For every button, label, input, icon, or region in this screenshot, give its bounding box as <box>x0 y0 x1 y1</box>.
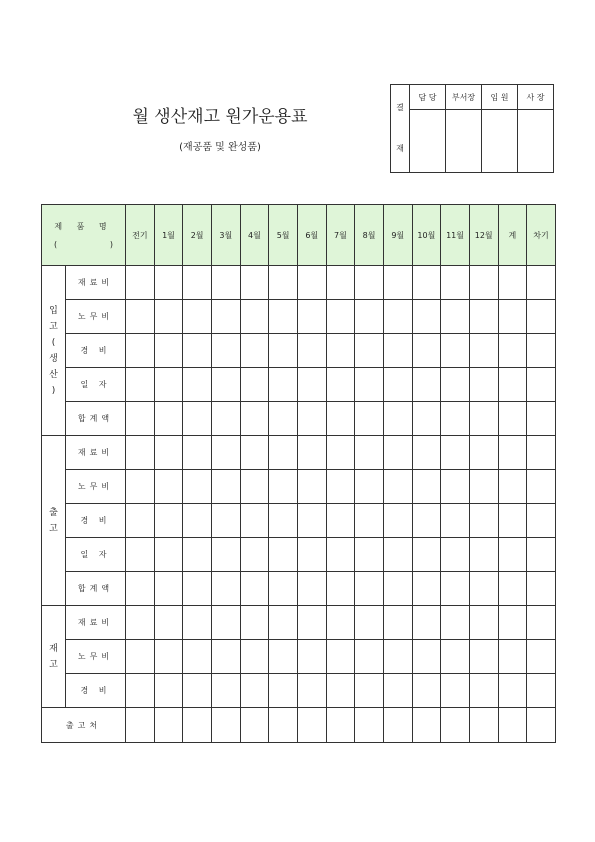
data-cell[interactable] <box>183 538 212 572</box>
data-cell[interactable] <box>383 368 412 402</box>
column-header: 2월 <box>183 205 212 266</box>
data-cell[interactable] <box>527 402 556 436</box>
data-cell[interactable] <box>269 708 298 743</box>
data-cell[interactable] <box>498 572 527 606</box>
data-cell[interactable] <box>355 368 384 402</box>
column-header: 3월 <box>211 205 240 266</box>
column-header: 8월 <box>355 205 384 266</box>
data-cell[interactable] <box>183 606 212 640</box>
data-cell[interactable] <box>383 266 412 300</box>
data-cell[interactable] <box>412 334 441 368</box>
column-header: 11월 <box>441 205 470 266</box>
data-cell[interactable] <box>183 300 212 334</box>
group-label-char: 생 <box>49 353 58 364</box>
data-cell[interactable] <box>412 708 441 743</box>
paren-close: ) <box>109 240 113 249</box>
table-row <box>42 402 556 436</box>
data-cell[interactable] <box>355 266 384 300</box>
table-row <box>42 436 556 470</box>
data-cell[interactable] <box>527 708 556 743</box>
data-cell[interactable] <box>211 368 240 402</box>
data-cell[interactable] <box>469 470 498 504</box>
data-cell[interactable] <box>211 300 240 334</box>
data-cell[interactable] <box>383 300 412 334</box>
data-cell[interactable] <box>183 436 212 470</box>
data-cell[interactable] <box>269 436 298 470</box>
data-cell[interactable] <box>383 402 412 436</box>
table-row <box>42 300 556 334</box>
group-label-char: 고 <box>49 321 58 332</box>
data-cell[interactable] <box>355 334 384 368</box>
data-cell[interactable] <box>154 470 183 504</box>
table-row <box>42 606 556 640</box>
data-cell[interactable] <box>383 708 412 743</box>
data-cell[interactable] <box>412 436 441 470</box>
column-header: 계 <box>498 205 527 266</box>
data-cell[interactable] <box>527 266 556 300</box>
data-cell[interactable] <box>240 266 269 300</box>
data-cell[interactable] <box>183 674 212 708</box>
data-cell[interactable] <box>326 606 355 640</box>
data-cell[interactable] <box>154 606 183 640</box>
data-cell[interactable] <box>498 606 527 640</box>
data-cell[interactable] <box>269 334 298 368</box>
data-cell[interactable] <box>412 504 441 538</box>
data-cell[interactable] <box>527 504 556 538</box>
data-cell[interactable] <box>154 538 183 572</box>
data-cell[interactable] <box>126 640 155 674</box>
data-cell[interactable] <box>297 368 326 402</box>
data-cell[interactable] <box>297 436 326 470</box>
data-cell[interactable] <box>383 606 412 640</box>
data-cell[interactable] <box>441 572 470 606</box>
data-cell[interactable] <box>154 300 183 334</box>
column-header: 12월 <box>469 205 498 266</box>
data-cell[interactable] <box>498 708 527 743</box>
data-cell[interactable] <box>441 674 470 708</box>
data-cell[interactable] <box>269 266 298 300</box>
data-cell[interactable] <box>498 436 527 470</box>
group-label-char: 입 <box>49 305 58 316</box>
group-label-char: ) <box>51 385 56 396</box>
data-cell[interactable] <box>126 266 155 300</box>
data-cell[interactable] <box>441 640 470 674</box>
row-label: 일 자 <box>66 538 126 572</box>
table-row <box>42 470 556 504</box>
data-cell[interactable] <box>297 640 326 674</box>
data-cell[interactable] <box>154 436 183 470</box>
data-cell[interactable] <box>183 402 212 436</box>
group-label-char: 고 <box>49 659 58 670</box>
group-label-char: 산 <box>49 369 58 380</box>
data-cell[interactable] <box>154 708 183 743</box>
data-cell[interactable] <box>326 334 355 368</box>
data-cell[interactable] <box>183 368 212 402</box>
data-cell[interactable] <box>412 266 441 300</box>
table-row <box>42 266 556 300</box>
data-cell[interactable] <box>383 674 412 708</box>
table-row <box>42 674 556 708</box>
paren-open: ( <box>54 240 58 249</box>
data-cell[interactable] <box>498 334 527 368</box>
data-cell[interactable] <box>126 470 155 504</box>
data-cell[interactable] <box>383 538 412 572</box>
data-cell[interactable] <box>469 402 498 436</box>
approval-sign-president[interactable] <box>518 110 554 173</box>
data-cell[interactable] <box>297 300 326 334</box>
data-cell[interactable] <box>240 470 269 504</box>
data-cell[interactable] <box>297 572 326 606</box>
data-cell[interactable] <box>154 504 183 538</box>
data-cell[interactable] <box>211 470 240 504</box>
row-label: 일 자 <box>66 368 126 402</box>
data-cell[interactable] <box>383 470 412 504</box>
data-cell[interactable] <box>240 572 269 606</box>
table-row <box>42 504 556 538</box>
table-row <box>42 538 556 572</box>
group-label-char: ( <box>51 337 56 348</box>
data-cell[interactable] <box>498 368 527 402</box>
data-cell[interactable] <box>211 674 240 708</box>
data-cell[interactable] <box>126 368 155 402</box>
data-cell[interactable] <box>126 606 155 640</box>
data-cell[interactable] <box>240 368 269 402</box>
data-cell[interactable] <box>469 708 498 743</box>
group-label <box>42 436 66 606</box>
column-header: 4월 <box>240 205 269 266</box>
data-cell[interactable] <box>326 402 355 436</box>
data-cell[interactable] <box>269 470 298 504</box>
data-cell[interactable] <box>498 470 527 504</box>
data-cell[interactable] <box>297 708 326 743</box>
data-cell[interactable] <box>527 368 556 402</box>
approval-sign-manager[interactable] <box>446 110 482 173</box>
data-cell[interactable] <box>412 572 441 606</box>
row-label: 재료비 <box>66 606 126 640</box>
document-title: 월 생산재고 원가운용표 <box>132 107 308 127</box>
data-cell[interactable] <box>355 708 384 743</box>
data-cell[interactable] <box>183 708 212 743</box>
row-label: 경 비 <box>66 674 126 708</box>
data-cell[interactable] <box>441 266 470 300</box>
data-cell[interactable] <box>355 504 384 538</box>
data-cell[interactable] <box>469 504 498 538</box>
data-cell[interactable] <box>326 640 355 674</box>
data-cell[interactable] <box>383 436 412 470</box>
data-cell[interactable] <box>297 334 326 368</box>
data-cell[interactable] <box>297 504 326 538</box>
data-cell[interactable] <box>441 606 470 640</box>
data-cell[interactable] <box>154 572 183 606</box>
data-cell[interactable] <box>154 674 183 708</box>
data-cell[interactable] <box>441 300 470 334</box>
data-cell[interactable] <box>441 368 470 402</box>
data-cell[interactable] <box>383 640 412 674</box>
data-cell[interactable] <box>126 334 155 368</box>
data-cell[interactable] <box>412 300 441 334</box>
row-label: 재료비 <box>66 436 126 470</box>
data-cell[interactable] <box>240 674 269 708</box>
data-cell[interactable] <box>326 572 355 606</box>
data-cell[interactable] <box>441 470 470 504</box>
approval-header-executive: 임 원 <box>482 85 518 110</box>
data-cell[interactable] <box>326 300 355 334</box>
data-cell[interactable] <box>326 504 355 538</box>
data-cell[interactable] <box>240 504 269 538</box>
product-name-paren <box>42 240 125 249</box>
data-cell[interactable] <box>412 402 441 436</box>
data-cell[interactable] <box>126 538 155 572</box>
cost-table <box>41 204 556 743</box>
data-cell[interactable] <box>126 300 155 334</box>
data-cell[interactable] <box>355 470 384 504</box>
data-cell[interactable] <box>269 504 298 538</box>
data-cell[interactable] <box>383 334 412 368</box>
data-cell[interactable] <box>469 606 498 640</box>
approval-side-label <box>391 85 410 173</box>
data-cell[interactable] <box>412 538 441 572</box>
table-row <box>42 334 556 368</box>
data-cell[interactable] <box>527 674 556 708</box>
data-cell[interactable] <box>326 436 355 470</box>
data-cell[interactable] <box>469 538 498 572</box>
data-cell[interactable] <box>355 402 384 436</box>
document-subtitle: (재공품 및 완성품) <box>179 142 261 153</box>
column-header: 차기 <box>527 205 556 266</box>
data-cell[interactable] <box>355 300 384 334</box>
row-label: 합계액 <box>66 402 126 436</box>
data-cell[interactable] <box>527 640 556 674</box>
data-cell[interactable] <box>469 368 498 402</box>
data-cell[interactable] <box>269 402 298 436</box>
data-cell[interactable] <box>355 606 384 640</box>
data-cell[interactable] <box>355 640 384 674</box>
data-cell[interactable] <box>527 538 556 572</box>
data-cell[interactable] <box>383 504 412 538</box>
data-cell[interactable] <box>183 504 212 538</box>
approval-header-manager: 부서장 <box>446 85 482 110</box>
data-cell[interactable] <box>211 334 240 368</box>
data-cell[interactable] <box>183 334 212 368</box>
data-cell[interactable] <box>154 334 183 368</box>
column-header: 9월 <box>383 205 412 266</box>
data-cell[interactable] <box>527 606 556 640</box>
data-cell[interactable] <box>240 708 269 743</box>
data-cell[interactable] <box>126 572 155 606</box>
group-label-char: 출 <box>49 507 58 518</box>
data-cell[interactable] <box>412 674 441 708</box>
data-cell[interactable] <box>269 572 298 606</box>
data-cell[interactable] <box>269 368 298 402</box>
product-name-label: 제 품 명 <box>54 222 113 231</box>
total-row <box>42 708 556 743</box>
data-cell[interactable] <box>355 572 384 606</box>
data-cell[interactable] <box>412 640 441 674</box>
data-cell[interactable] <box>355 436 384 470</box>
data-cell[interactable] <box>183 266 212 300</box>
approval-header-president: 사 장 <box>518 85 554 110</box>
data-cell[interactable] <box>211 436 240 470</box>
data-cell[interactable] <box>326 368 355 402</box>
data-cell[interactable] <box>240 300 269 334</box>
group-label <box>42 606 66 708</box>
data-cell[interactable] <box>469 640 498 674</box>
column-header: 전기 <box>126 205 155 266</box>
data-cell[interactable] <box>297 606 326 640</box>
data-cell[interactable] <box>240 640 269 674</box>
data-cell[interactable] <box>183 572 212 606</box>
approval-side-bottom: 재 <box>396 144 404 153</box>
data-cell[interactable] <box>527 300 556 334</box>
row-label: 합계액 <box>66 572 126 606</box>
data-cell[interactable] <box>326 674 355 708</box>
column-header: 6월 <box>297 205 326 266</box>
data-cell[interactable] <box>355 674 384 708</box>
data-cell[interactable] <box>326 266 355 300</box>
data-cell[interactable] <box>211 572 240 606</box>
data-cell[interactable] <box>297 674 326 708</box>
data-cell[interactable] <box>498 300 527 334</box>
data-cell[interactable] <box>383 572 412 606</box>
data-cell[interactable] <box>269 606 298 640</box>
data-cell[interactable] <box>412 368 441 402</box>
data-cell[interactable] <box>441 708 470 743</box>
data-cell[interactable] <box>211 606 240 640</box>
data-cell[interactable] <box>126 402 155 436</box>
data-cell[interactable] <box>240 606 269 640</box>
header-row <box>42 205 556 266</box>
data-cell[interactable] <box>326 538 355 572</box>
data-cell[interactable] <box>154 368 183 402</box>
data-cell[interactable] <box>469 436 498 470</box>
data-cell[interactable] <box>469 334 498 368</box>
column-header: 5월 <box>269 205 298 266</box>
approval-box <box>390 84 554 173</box>
row-label: 노무비 <box>66 640 126 674</box>
table-row <box>42 572 556 606</box>
data-cell[interactable] <box>240 436 269 470</box>
data-cell[interactable] <box>355 538 384 572</box>
data-cell[interactable] <box>211 402 240 436</box>
total-label: 출고처 <box>42 708 126 743</box>
data-cell[interactable] <box>126 674 155 708</box>
column-header: 1월 <box>154 205 183 266</box>
data-cell[interactable] <box>126 504 155 538</box>
data-cell[interactable] <box>527 436 556 470</box>
data-cell[interactable] <box>154 640 183 674</box>
data-cell[interactable] <box>498 504 527 538</box>
data-cell[interactable] <box>441 334 470 368</box>
product-name-cell <box>42 205 126 266</box>
row-label: 경 비 <box>66 334 126 368</box>
data-cell[interactable] <box>498 674 527 708</box>
data-cell[interactable] <box>441 538 470 572</box>
data-cell[interactable] <box>126 708 155 743</box>
data-cell[interactable] <box>498 640 527 674</box>
data-cell[interactable] <box>441 402 470 436</box>
group-label-char: 재 <box>49 643 58 654</box>
data-cell[interactable] <box>527 470 556 504</box>
data-cell[interactable] <box>297 538 326 572</box>
table-row <box>42 368 556 402</box>
data-cell[interactable] <box>240 334 269 368</box>
data-cell[interactable] <box>326 708 355 743</box>
data-cell[interactable] <box>211 708 240 743</box>
data-cell[interactable] <box>527 334 556 368</box>
data-cell[interactable] <box>469 300 498 334</box>
data-cell[interactable] <box>211 266 240 300</box>
row-label: 경 비 <box>66 504 126 538</box>
data-cell[interactable] <box>297 266 326 300</box>
data-cell[interactable] <box>469 674 498 708</box>
data-cell[interactable] <box>412 470 441 504</box>
data-cell[interactable] <box>211 504 240 538</box>
data-cell[interactable] <box>297 470 326 504</box>
data-cell[interactable] <box>183 640 212 674</box>
data-cell[interactable] <box>441 436 470 470</box>
approval-side-top: 결 <box>396 103 404 112</box>
data-cell[interactable] <box>469 266 498 300</box>
group-label <box>42 266 66 436</box>
data-cell[interactable] <box>211 640 240 674</box>
data-cell[interactable] <box>469 572 498 606</box>
data-cell[interactable] <box>154 266 183 300</box>
data-cell[interactable] <box>183 470 212 504</box>
data-cell[interactable] <box>240 538 269 572</box>
data-cell[interactable] <box>240 402 269 436</box>
approval-header-staff: 담 당 <box>410 85 446 110</box>
approval-sign-staff[interactable] <box>410 110 446 173</box>
table-row <box>42 640 556 674</box>
column-header: 7월 <box>326 205 355 266</box>
approval-sign-executive[interactable] <box>482 110 518 173</box>
data-cell[interactable] <box>441 504 470 538</box>
group-label-char: 고 <box>49 523 58 534</box>
data-cell[interactable] <box>297 402 326 436</box>
row-label: 노무비 <box>66 300 126 334</box>
data-cell[interactable] <box>527 572 556 606</box>
data-cell[interactable] <box>269 538 298 572</box>
data-cell[interactable] <box>154 402 183 436</box>
data-cell[interactable] <box>269 640 298 674</box>
data-cell[interactable] <box>326 470 355 504</box>
row-label: 재료비 <box>66 266 126 300</box>
data-cell[interactable] <box>269 300 298 334</box>
data-cell[interactable] <box>269 674 298 708</box>
data-cell[interactable] <box>498 402 527 436</box>
data-cell[interactable] <box>498 266 527 300</box>
column-header: 10월 <box>412 205 441 266</box>
data-cell[interactable] <box>412 606 441 640</box>
data-cell[interactable] <box>126 436 155 470</box>
data-cell[interactable] <box>498 538 527 572</box>
row-label: 노무비 <box>66 470 126 504</box>
data-cell[interactable] <box>211 538 240 572</box>
